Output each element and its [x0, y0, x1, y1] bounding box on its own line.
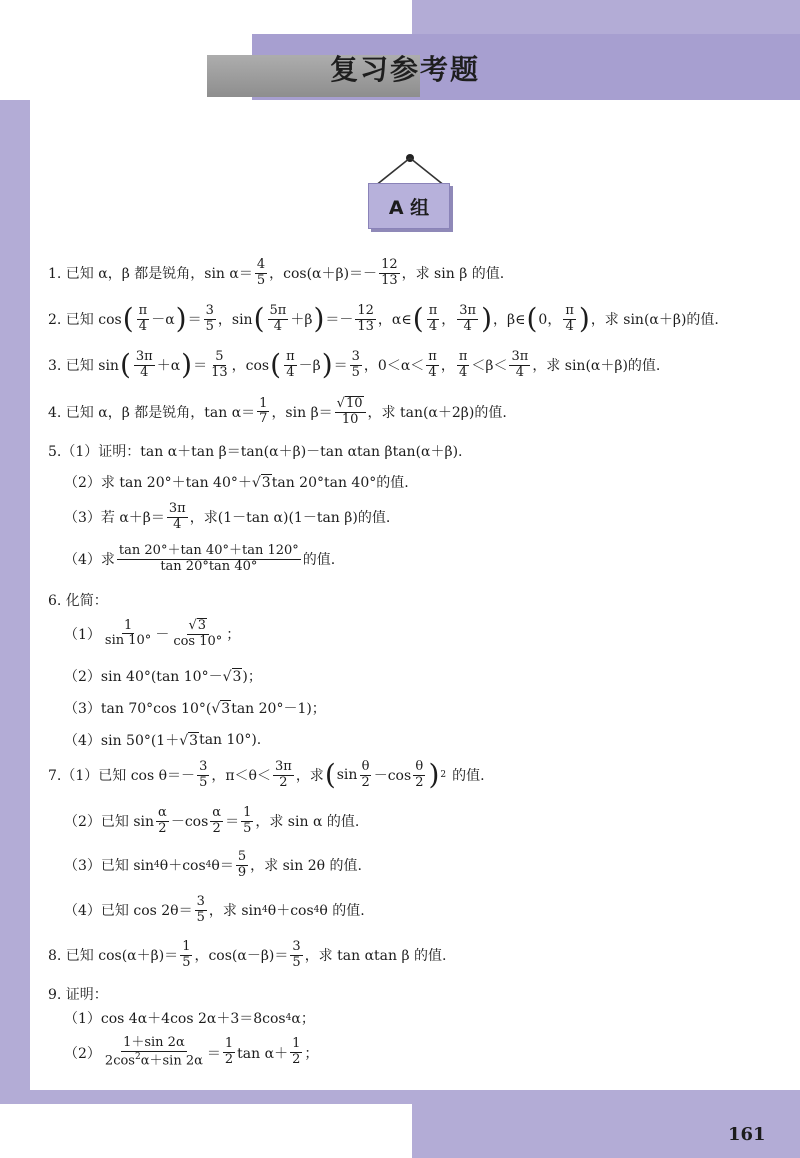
text: －cos — [373, 768, 412, 785]
fraction: $\frac{5}{9}$ — [237, 849, 247, 880]
footer-band-left — [0, 1090, 412, 1104]
fraction: $\frac{3\pi}{4}$ — [168, 501, 186, 532]
text: （4）已知 cos 2θ＝ — [64, 903, 193, 920]
problem-7-2 — [64, 806, 359, 837]
fraction: $\frac{\tan 20^\circ+\tan 40^\circ+\tan 120^\circ}{\tan 20^\circ\tan 40^\circ}$ — [118, 543, 299, 574]
text: ，sin — [217, 312, 253, 329]
text: tan 20°tan 40°的值. — [271, 475, 409, 491]
text: 8. 已知 cos(α＋β)＝ — [48, 948, 179, 965]
problem-5-2: （2）求 tan 20°＋tan 40°＋ √ 3 tan 20°tan 40°的值. — [64, 472, 409, 492]
fraction: $\frac{3}{5}$ — [196, 894, 205, 925]
fraction: $\frac{\pi}{4}$ — [138, 303, 148, 334]
text: 2. 已知 cos — [48, 312, 122, 329]
text: 0， — [538, 312, 562, 329]
fraction: $\frac{1}{7}$ — [259, 395, 268, 427]
problem-6 — [48, 590, 108, 610]
text: ＝ — [225, 814, 240, 831]
problem-6-2: （2）sin 40°(tan 10°－ √ 3 )； — [64, 666, 262, 686]
problem-6-4: （4）sin 50°(1＋ √ 3 tan 10°). — [64, 732, 262, 749]
text: ，cos — [231, 358, 270, 375]
text: （4）sin 50°(1＋ — [64, 733, 180, 749]
problem-7-1: 7.（1）已知 cos θ＝－ $\frac{3}{5}$ ，π＜θ＜ $\frac{3\pi}{2}$ ，求 ( sin $\frac{\theta}{2}$ －cos $\frac{\theta}{2}$ ) 2 的值. — [48, 758, 485, 792]
text: 4. 已知 α，β 都是锐角，tan α＝ — [48, 404, 256, 421]
fraction: $\frac{\alpha}{2}$ — [212, 805, 222, 836]
fraction: $\frac{3}{5}$ — [351, 349, 360, 380]
text: ＝ — [333, 358, 348, 375]
text: 7.（1）已知 cos θ＝－ — [48, 768, 196, 785]
text: － — [155, 626, 170, 643]
text: ，求 sin — [208, 903, 263, 920]
problem-6-3: （3）tan 70°cos 10°( √ 3 tan 20°－1)； — [64, 698, 326, 718]
problem-6-1 — [64, 618, 240, 650]
fraction: $\frac{\theta}{2}$ — [415, 759, 424, 790]
text: tan 10°). — [199, 732, 262, 748]
text: ，cos(α－β)＝ — [194, 948, 289, 965]
text: ＝ — [193, 358, 208, 375]
text: )； — [242, 669, 262, 685]
text: ，cos(α＋β)＝－ — [269, 266, 378, 283]
fraction: $\frac{1}{2}$ — [292, 1036, 301, 1068]
text: ，求(1－tan α)(1－tan β)的值. — [189, 510, 391, 527]
text: ，0＜α＜ — [363, 358, 425, 375]
fraction: $\frac{\theta}{2}$ — [361, 759, 370, 790]
text: ； — [226, 626, 241, 643]
text: 的值. — [452, 768, 485, 785]
text: ＋α — [156, 358, 181, 375]
text: sin — [336, 767, 358, 784]
text: ，α∈ — [377, 312, 412, 329]
fraction: $\frac{12}{13}$ — [381, 257, 398, 288]
fraction: $\frac{5}{13}$ — [211, 349, 228, 380]
text: －cos — [170, 814, 209, 831]
text: 9. 证明： — [48, 987, 108, 1003]
problem-5-4 — [64, 544, 335, 575]
text: ＋β — [290, 312, 313, 329]
text: ，求 sin β 的值. — [401, 266, 505, 283]
problem-3: 3. 已知 sin ( $\frac{3\pi}{4}$ ＋α ) ＝ $\frac{5}{13}$ ，cos ( $\frac{\pi}{4}$ －β ) ＝ $\frac{3}{5}$ ，0＜α＜ $\frac{\pi}{4}$ ， $\frac{\pi}{4}$ ＜β＜ $\frac{3\pi}{4}$ ，求 sin(α＋β)的值. — [48, 348, 661, 382]
fraction: $\frac{5\pi}{4}$ — [269, 303, 287, 334]
fraction: $\frac{1}{5}$ — [182, 939, 191, 970]
problem-9 — [48, 984, 108, 1004]
fraction: $\frac{3\pi}{4}$ — [511, 349, 529, 380]
text: （3）已知 sin — [64, 858, 155, 875]
fraction: $\frac{\pi}{4}$ — [428, 303, 438, 334]
problem-7-3: （3）已知 sin 4 θ＋cos 4 θ＝ $\frac{5}{9}$ ，求 sin 2θ 的值. — [64, 849, 362, 880]
fraction: √ 10 10 — [335, 396, 366, 428]
text: （2） — [64, 1045, 101, 1062]
text: tan α＋ — [237, 1045, 289, 1062]
fraction: $\frac{3}{5}$ — [199, 759, 208, 790]
fraction: $\frac{3}{5}$ — [292, 939, 301, 970]
problem-7-4: （4）已知 cos 2θ＝ $\frac{3}{5}$ ，求 sin 4 θ＋cos 4 θ 的值. — [64, 894, 365, 925]
problem-5-3 — [64, 502, 390, 533]
text: （3）若 α＋β＝ — [64, 510, 165, 527]
text: ， — [440, 358, 455, 375]
text: ，求 sin α 的值. — [255, 814, 360, 831]
text: （4）求 — [64, 552, 115, 569]
text: ＝ — [187, 312, 202, 329]
page-number: 161 — [728, 1124, 766, 1145]
text: θ＝ — [211, 858, 234, 875]
text: （1） — [64, 626, 101, 643]
problem-5-1 — [48, 441, 463, 461]
text: ， — [441, 312, 456, 329]
fraction: $\frac{1}{\sin 10^\circ}$ — [104, 617, 152, 649]
left-margin-band — [0, 100, 30, 1095]
fraction: $\frac{1+\sin 2\alpha}{2\cos^2\alpha+\sin 2\alpha}$ — [104, 1035, 203, 1069]
page-title: 复习参考题 — [330, 53, 481, 86]
fraction: $\frac{3\pi}{2}$ — [274, 759, 292, 790]
text: （1）cos 4α＋4cos 2α＋3＝8cos — [64, 1011, 286, 1027]
text: （3）tan 70°cos 10°( — [64, 701, 212, 717]
text: 6. 化简： — [48, 593, 108, 609]
text: －β — [298, 358, 321, 375]
text: 1. 已知 α，β 都是锐角，sin α＝ — [48, 266, 253, 283]
fraction: $\frac{3\pi}{4}$ — [459, 303, 477, 334]
text: （2）求 tan 20°＋tan 40°＋ — [64, 475, 252, 491]
section-label-text: A 组 — [388, 196, 430, 219]
text: ，求 sin(α＋β)的值. — [532, 358, 661, 375]
text: 3. 已知 sin — [48, 358, 119, 375]
text: ，β∈ — [493, 312, 526, 329]
text: ，求 — [295, 768, 324, 785]
text: α； — [291, 1011, 315, 1027]
problem-9-2 — [64, 1036, 318, 1069]
fraction: $\frac{4}{5}$ — [256, 257, 266, 288]
text: ，求 sin 2θ 的值. — [250, 858, 362, 875]
text: ，求 tan αtan β 的值. — [304, 948, 447, 965]
problem-1 — [48, 258, 504, 289]
text: －α — [151, 312, 175, 329]
text: 5.（1）证明：tan α＋tan β＝tan(α＋β)－tan αtan βtan(α＋β). — [48, 444, 463, 460]
text: ，求 sin(α＋β)的值. — [590, 312, 719, 329]
text: θ＋cos — [159, 858, 206, 875]
fraction: $\frac{\alpha}{2}$ — [158, 805, 167, 836]
text: ，π＜θ＜ — [211, 768, 271, 785]
text: ； — [304, 1045, 319, 1062]
text: （2）sin 40°(tan 10°－ — [64, 669, 223, 685]
problem-2: 2. 已知 cos ( $\frac{\pi}{4}$ －α ) ＝ $\frac{3}{5}$ ，sin ( $\frac{5\pi}{4}$ ＋β ) ＝－ $\frac{12}{13}$ ，α∈ ( $\frac{\pi}{4}$ ， $\frac{3\pi}{4}$ ) ，β∈ ( 0， $\frac{\pi}{4}$ ) ，求 sin(α＋β)的值. — [48, 302, 719, 336]
text: tan 20°－1)； — [231, 701, 326, 717]
fraction: $\frac{\pi}{4}$ — [458, 349, 468, 380]
fraction: $\frac{\pi}{4}$ — [428, 349, 437, 380]
text: ，求 tan(α＋2β)的值. — [367, 404, 507, 421]
text: ＝－ — [325, 312, 354, 329]
problem-8 — [48, 940, 446, 971]
fraction: $\frac{1}{5}$ — [243, 805, 252, 836]
fraction: $\frac{12}{13}$ — [357, 303, 374, 334]
fraction: $\frac{1}{2}$ — [224, 1036, 234, 1068]
text: θ＋cos — [267, 903, 314, 920]
fraction: $\frac{3}{5}$ — [205, 303, 214, 334]
text: ＜β＜ — [471, 358, 508, 375]
text: θ 的值. — [319, 903, 365, 920]
problem-9-1: （1）cos 4α＋4cos 2α＋3＝8cos 4 α； — [64, 1008, 315, 1028]
text: ，sin β＝ — [271, 404, 333, 421]
text: （2）已知 sin — [64, 814, 155, 831]
fraction: √ 3 cos 10° — [173, 618, 223, 649]
fraction: $\frac{3\pi}{4}$ — [135, 349, 153, 380]
problem-4 — [48, 396, 507, 428]
fraction: $\frac{\pi}{4}$ — [565, 303, 574, 334]
text: ＝ — [206, 1045, 221, 1062]
fraction: $\frac{\pi}{4}$ — [286, 349, 295, 380]
text: 的值. — [302, 552, 336, 569]
section-label — [368, 183, 450, 229]
